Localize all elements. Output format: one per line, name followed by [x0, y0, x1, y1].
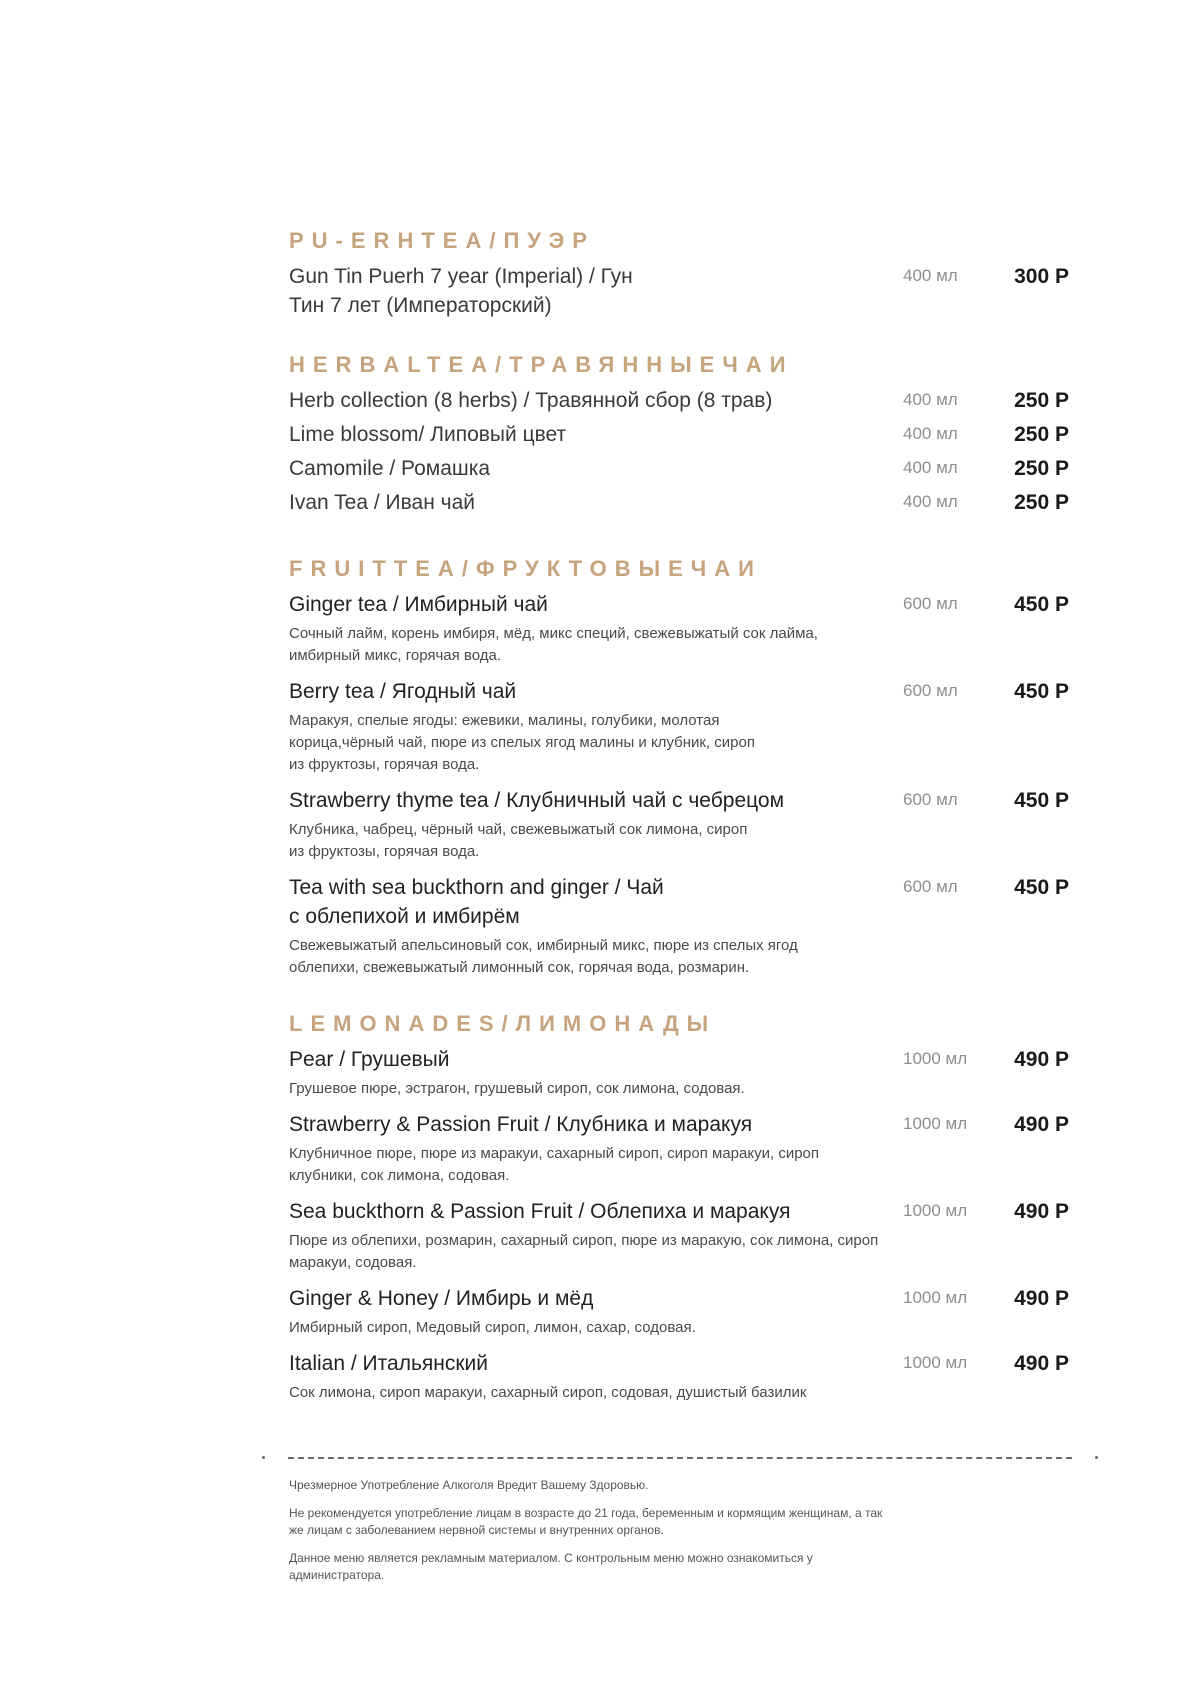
item-price: 490 Р	[1014, 1048, 1069, 1071]
menu-item	[289, 386, 1069, 420]
item-description: Клубничное пюре, пюре из маракуи, сахарный сироп, сироп маракуи, сироп клубники, сок лимона, содовая.	[289, 1145, 820, 1184]
section-title: FRUITTEA/ФРУКТОВЫЕЧАИ	[289, 556, 762, 581]
item-volume: 1000 мл	[903, 1114, 968, 1133]
item-name: Ginger tea / Имбирный чай	[289, 593, 548, 616]
item-name: Pear / Грушевый	[289, 1048, 450, 1071]
item-price: 490 Р	[1014, 1352, 1069, 1375]
menu-item	[289, 1197, 1069, 1274]
item-name: Herb collection (8 herbs) / Травянной сбор (8 трав)	[289, 389, 773, 412]
menu-item	[289, 873, 1069, 979]
item-price: 250 Р	[1014, 389, 1069, 412]
item-description: Пюре из облепихи, розмарин, сахарный сироп, пюре из маракую, сок лимона, сироп маракуи, содовая.	[289, 1232, 879, 1271]
item-price: 450 Р	[1014, 876, 1069, 899]
divider-dot-right	[1095, 1456, 1098, 1459]
item-description: Маракуя, спелые ягоды: ежевики, малины, голубики, молотая корица,чёрный чай, пюре из спелых ягод малины и клубник, сироп из фруктозы, горячая вода.	[289, 712, 755, 773]
item-volume: 400 мл	[903, 390, 958, 409]
item-name: Berry tea / Ягодный чай	[289, 680, 517, 703]
item-volume: 600 мл	[903, 681, 958, 700]
menu-item	[289, 677, 1069, 776]
item-description: Сочный лайм, корень имбиря, мёд, микс специй, свежевыжатый сок лайма, имбирный микс, горячая вода.	[289, 625, 818, 664]
item-volume: 1000 мл	[903, 1201, 968, 1220]
menu-item	[289, 454, 1069, 488]
item-name: Ivan Tea / Иван чай	[289, 491, 475, 514]
menu-item	[289, 590, 1069, 667]
item-name: Italian / Итальянский	[289, 1352, 489, 1375]
item-volume: 400 мл	[903, 492, 958, 511]
item-description: Клубника, чабрец, чёрный чай, свежевыжатый сок лимона, сироп из фруктозы, горячая вода.	[289, 821, 748, 860]
item-description: Свежевыжатый апельсиновый сок, имбирный микс, пюре из спелых ягод облепихи, свежевыжатый лимонный сок, горячая вода, розмарин.	[289, 937, 798, 976]
item-price: 450 Р	[1014, 593, 1069, 616]
item-volume: 400 мл	[903, 424, 958, 443]
item-volume: 400 мл	[903, 266, 958, 285]
footer-restriction-note: Не рекомендуется употребление лицам в возрасте до 21 года, беременным и кормящим женщинам, а так же лицам с заболеванием нервной системы и внутренних органов.	[289, 1506, 883, 1537]
item-price: 250 Р	[1014, 457, 1069, 480]
menu-item	[289, 786, 1069, 863]
menu-item	[289, 1349, 1069, 1404]
section-title: HERBALTEA/ТРАВЯННЫЕЧАИ	[289, 352, 794, 377]
item-description: Имбирный сироп, Медовый сироп, лимон, сахар, содовая.	[289, 1319, 696, 1336]
section-title: LEMONADES/ЛИМОНАДЫ	[289, 1011, 717, 1036]
item-volume: 400 мл	[903, 458, 958, 477]
item-name: Strawberry thyme tea / Клубничный чай с чебрецом	[289, 789, 785, 812]
item-price: 490 Р	[1014, 1287, 1069, 1310]
item-price: 490 Р	[1014, 1113, 1069, 1136]
menu-item	[289, 1110, 1069, 1187]
item-name: Sea buckthorn & Passion Fruit / Облепиха и маракуя	[289, 1200, 791, 1223]
menu-item	[289, 262, 1069, 322]
divider-dashed-line	[288, 1457, 1072, 1459]
item-name: Lime blossom/ Липовый цвет	[289, 423, 567, 446]
item-price: 250 Р	[1014, 423, 1069, 446]
item-name: Strawberry & Passion Fruit / Клубника и маракуя	[289, 1113, 753, 1136]
item-price: 490 Р	[1014, 1200, 1069, 1223]
footer-advertising-note: Данное меню является рекламным материалом. С контрольным меню можно ознакомиться у администратора.	[289, 1551, 813, 1582]
item-volume: 600 мл	[903, 594, 958, 613]
menu-item	[289, 420, 1069, 454]
footer-alcohol-warning: Чрезмерное Употребление Алкоголя Вредит Вашему Здоровью.	[289, 1478, 649, 1492]
menu-item	[289, 1045, 1069, 1100]
footer-notes	[289, 1477, 889, 1595]
item-name: Tea with sea buckthorn and ginger / Чай с облепихой и имбирём	[289, 876, 664, 928]
item-price: 300 Р	[1014, 265, 1069, 288]
item-name: Camomile / Ромашка	[289, 457, 491, 480]
footer-divider	[262, 1454, 1098, 1462]
menu-item	[289, 488, 1069, 522]
item-price: 450 Р	[1014, 680, 1069, 703]
item-volume: 1000 мл	[903, 1049, 968, 1068]
item-name: Ginger & Honey / Имбирь и мёд	[289, 1287, 594, 1310]
item-price: 450 Р	[1014, 789, 1069, 812]
section-fruit	[289, 554, 1069, 979]
item-volume: 600 мл	[903, 790, 958, 809]
item-name: Gun Tin Puerh 7 year (Imperial) / Гун Тин 7 лет (Императорский)	[289, 265, 633, 317]
section-herbal	[289, 350, 1069, 522]
item-volume: 1000 мл	[903, 1288, 968, 1307]
menu-item	[289, 1284, 1069, 1339]
section-puerh	[289, 226, 1069, 322]
item-description: Грушевое пюре, эстрагон, грушевый сироп, сок лимона, содовая.	[289, 1080, 745, 1097]
item-description: Сок лимона, сироп маракуи, сахарный сироп, содовая, душистый базилик	[289, 1384, 807, 1401]
section-title: PU-ERHTEA/ПУЭР	[289, 228, 595, 253]
item-volume: 600 мл	[903, 877, 958, 896]
menu-content	[289, 226, 1069, 1438]
divider-dot-left	[262, 1456, 265, 1459]
item-volume: 1000 мл	[903, 1353, 968, 1372]
section-lemonades	[289, 1009, 1069, 1404]
item-price: 250 Р	[1014, 491, 1069, 514]
